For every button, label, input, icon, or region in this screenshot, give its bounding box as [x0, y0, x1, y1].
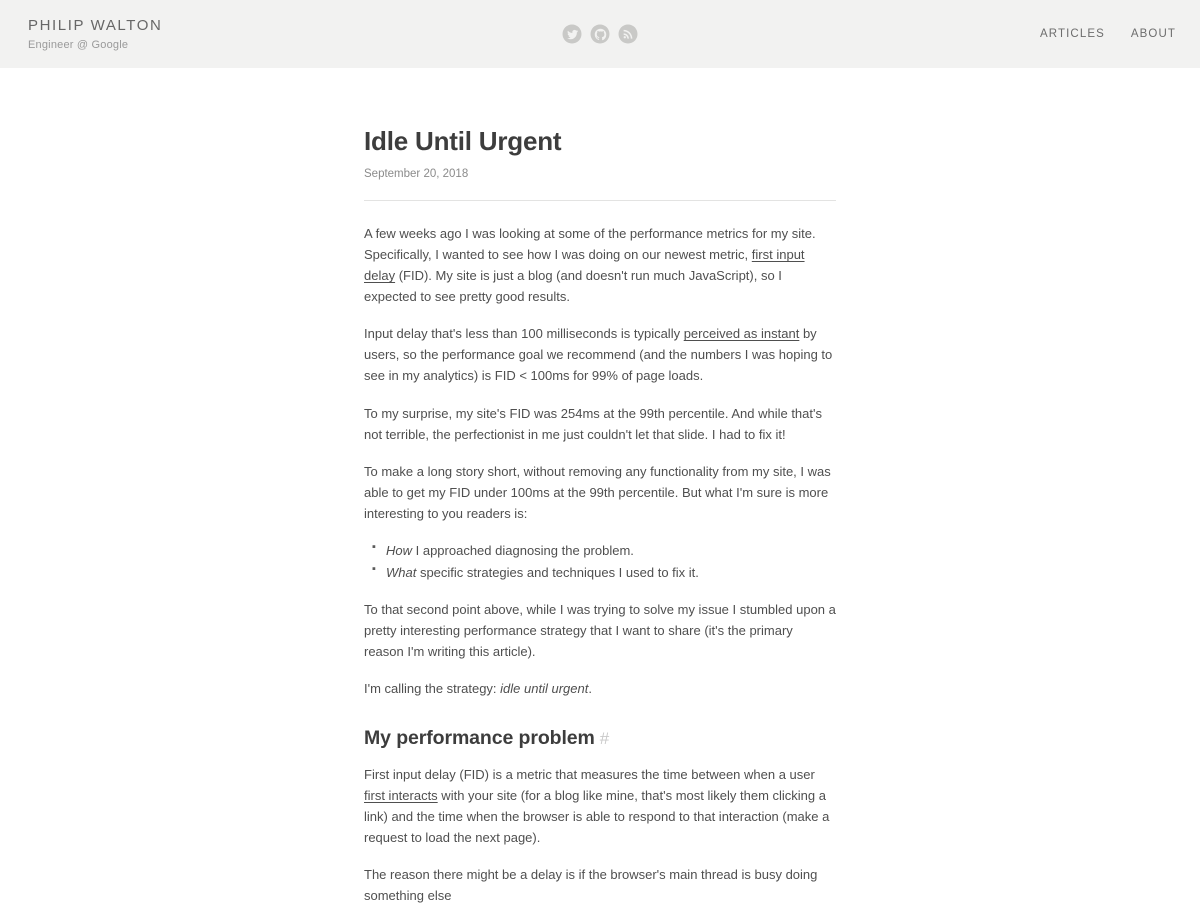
nav-item-about[interactable]: ABOUT — [1130, 28, 1176, 40]
section-heading — [364, 727, 836, 750]
list-item — [386, 562, 836, 583]
paragraph-1 — [364, 223, 836, 307]
paragraph-2 — [364, 323, 836, 386]
paragraph-6 — [364, 678, 836, 699]
brand[interactable] — [28, 17, 162, 51]
article-date: September 20, 2018 — [364, 168, 469, 181]
heading-anchor-link[interactable]: # — [599, 729, 610, 749]
site-header — [0, 0, 1200, 68]
nav-item-articles[interactable]: ARTICLES — [1040, 28, 1105, 40]
section-heading-text: My performance problem — [364, 727, 595, 750]
link-first-interacts[interactable]: first interacts — [364, 788, 438, 804]
list-item-text: specific strategies and techniques I used to fix it. — [416, 564, 699, 580]
main-nav — [1040, 28, 1176, 40]
paragraph-7-text-a: First input delay (FID) is a metric that measures the time between when a user — [364, 767, 815, 783]
key-points-list — [364, 540, 836, 583]
divider — [364, 200, 836, 201]
article — [364, 68, 836, 906]
page-content — [0, 68, 1200, 904]
paragraph-2-text-a: Input delay that's less than 100 milliseconds is typically — [364, 326, 684, 342]
github-icon[interactable] — [591, 25, 610, 44]
list-item-emphasis: What — [386, 564, 417, 580]
brand-name: PHILIP WALTON — [28, 17, 163, 34]
brand-tagline: Engineer @ Google — [28, 39, 129, 51]
page-title: Idle Until Urgent — [364, 126, 562, 156]
rss-icon[interactable] — [619, 25, 638, 44]
strategy-name: idle until urgent — [500, 680, 589, 696]
paragraph-8: The reason there might be a delay is if the browser's main thread is busy doing something else — [364, 867, 818, 904]
paragraph-2-text-b: by users, so the performance goal we recommend (and the numbers I was hoping to see in my analytics) is FID < 100ms for 99% of page loads. — [364, 326, 833, 384]
link-first-input-delay[interactable]: first input delay — [364, 247, 805, 284]
list-item — [386, 540, 836, 561]
paragraph-3: To my surprise, my site's FID was 254ms at the 99th percentile. And while that's not terrible, the perfectionist in me just couldn't let that slide. I had to fix it! — [364, 405, 822, 442]
paragraph-1-text-a: A few weeks ago I was looking at some of the performance metrics for my site. Specifically, I wanted to see how I was doing on our newest metric, — [364, 226, 816, 263]
social-links — [563, 25, 638, 44]
paragraph-7 — [364, 764, 836, 848]
list-item-emphasis: How — [386, 542, 413, 558]
paragraph-6-text-b: . — [588, 680, 592, 696]
paragraph-7-text-b: with your site (for a blog like mine, that's most likely them clicking a link) and the time when the browser is able to respond to that interaction (make a request to load the next page). — [364, 788, 830, 846]
paragraph-6-text-a: I'm calling the strategy: — [364, 680, 501, 696]
paragraph-4: To make a long story short, without removing any functionality from my site, I was able to get my FID under 100ms at the 99th percentile. But what I'm sure is more interesting to you readers is: — [364, 463, 831, 521]
link-perceived-as-instant[interactable]: perceived as instant — [683, 326, 800, 342]
paragraph-5: To that second point above, while I was trying to solve my issue I stumbled upon a pretty interesting performance strategy that I want to share (it's the primary reason I'm writing this article). — [364, 601, 836, 659]
paragraph-1-text-b: (FID). My site is just a blog (and doesn't run much JavaScript), so I expected to see pretty good results. — [364, 268, 782, 305]
list-item-text: I approached diagnosing the problem. — [412, 542, 634, 558]
twitter-icon[interactable] — [563, 25, 582, 44]
